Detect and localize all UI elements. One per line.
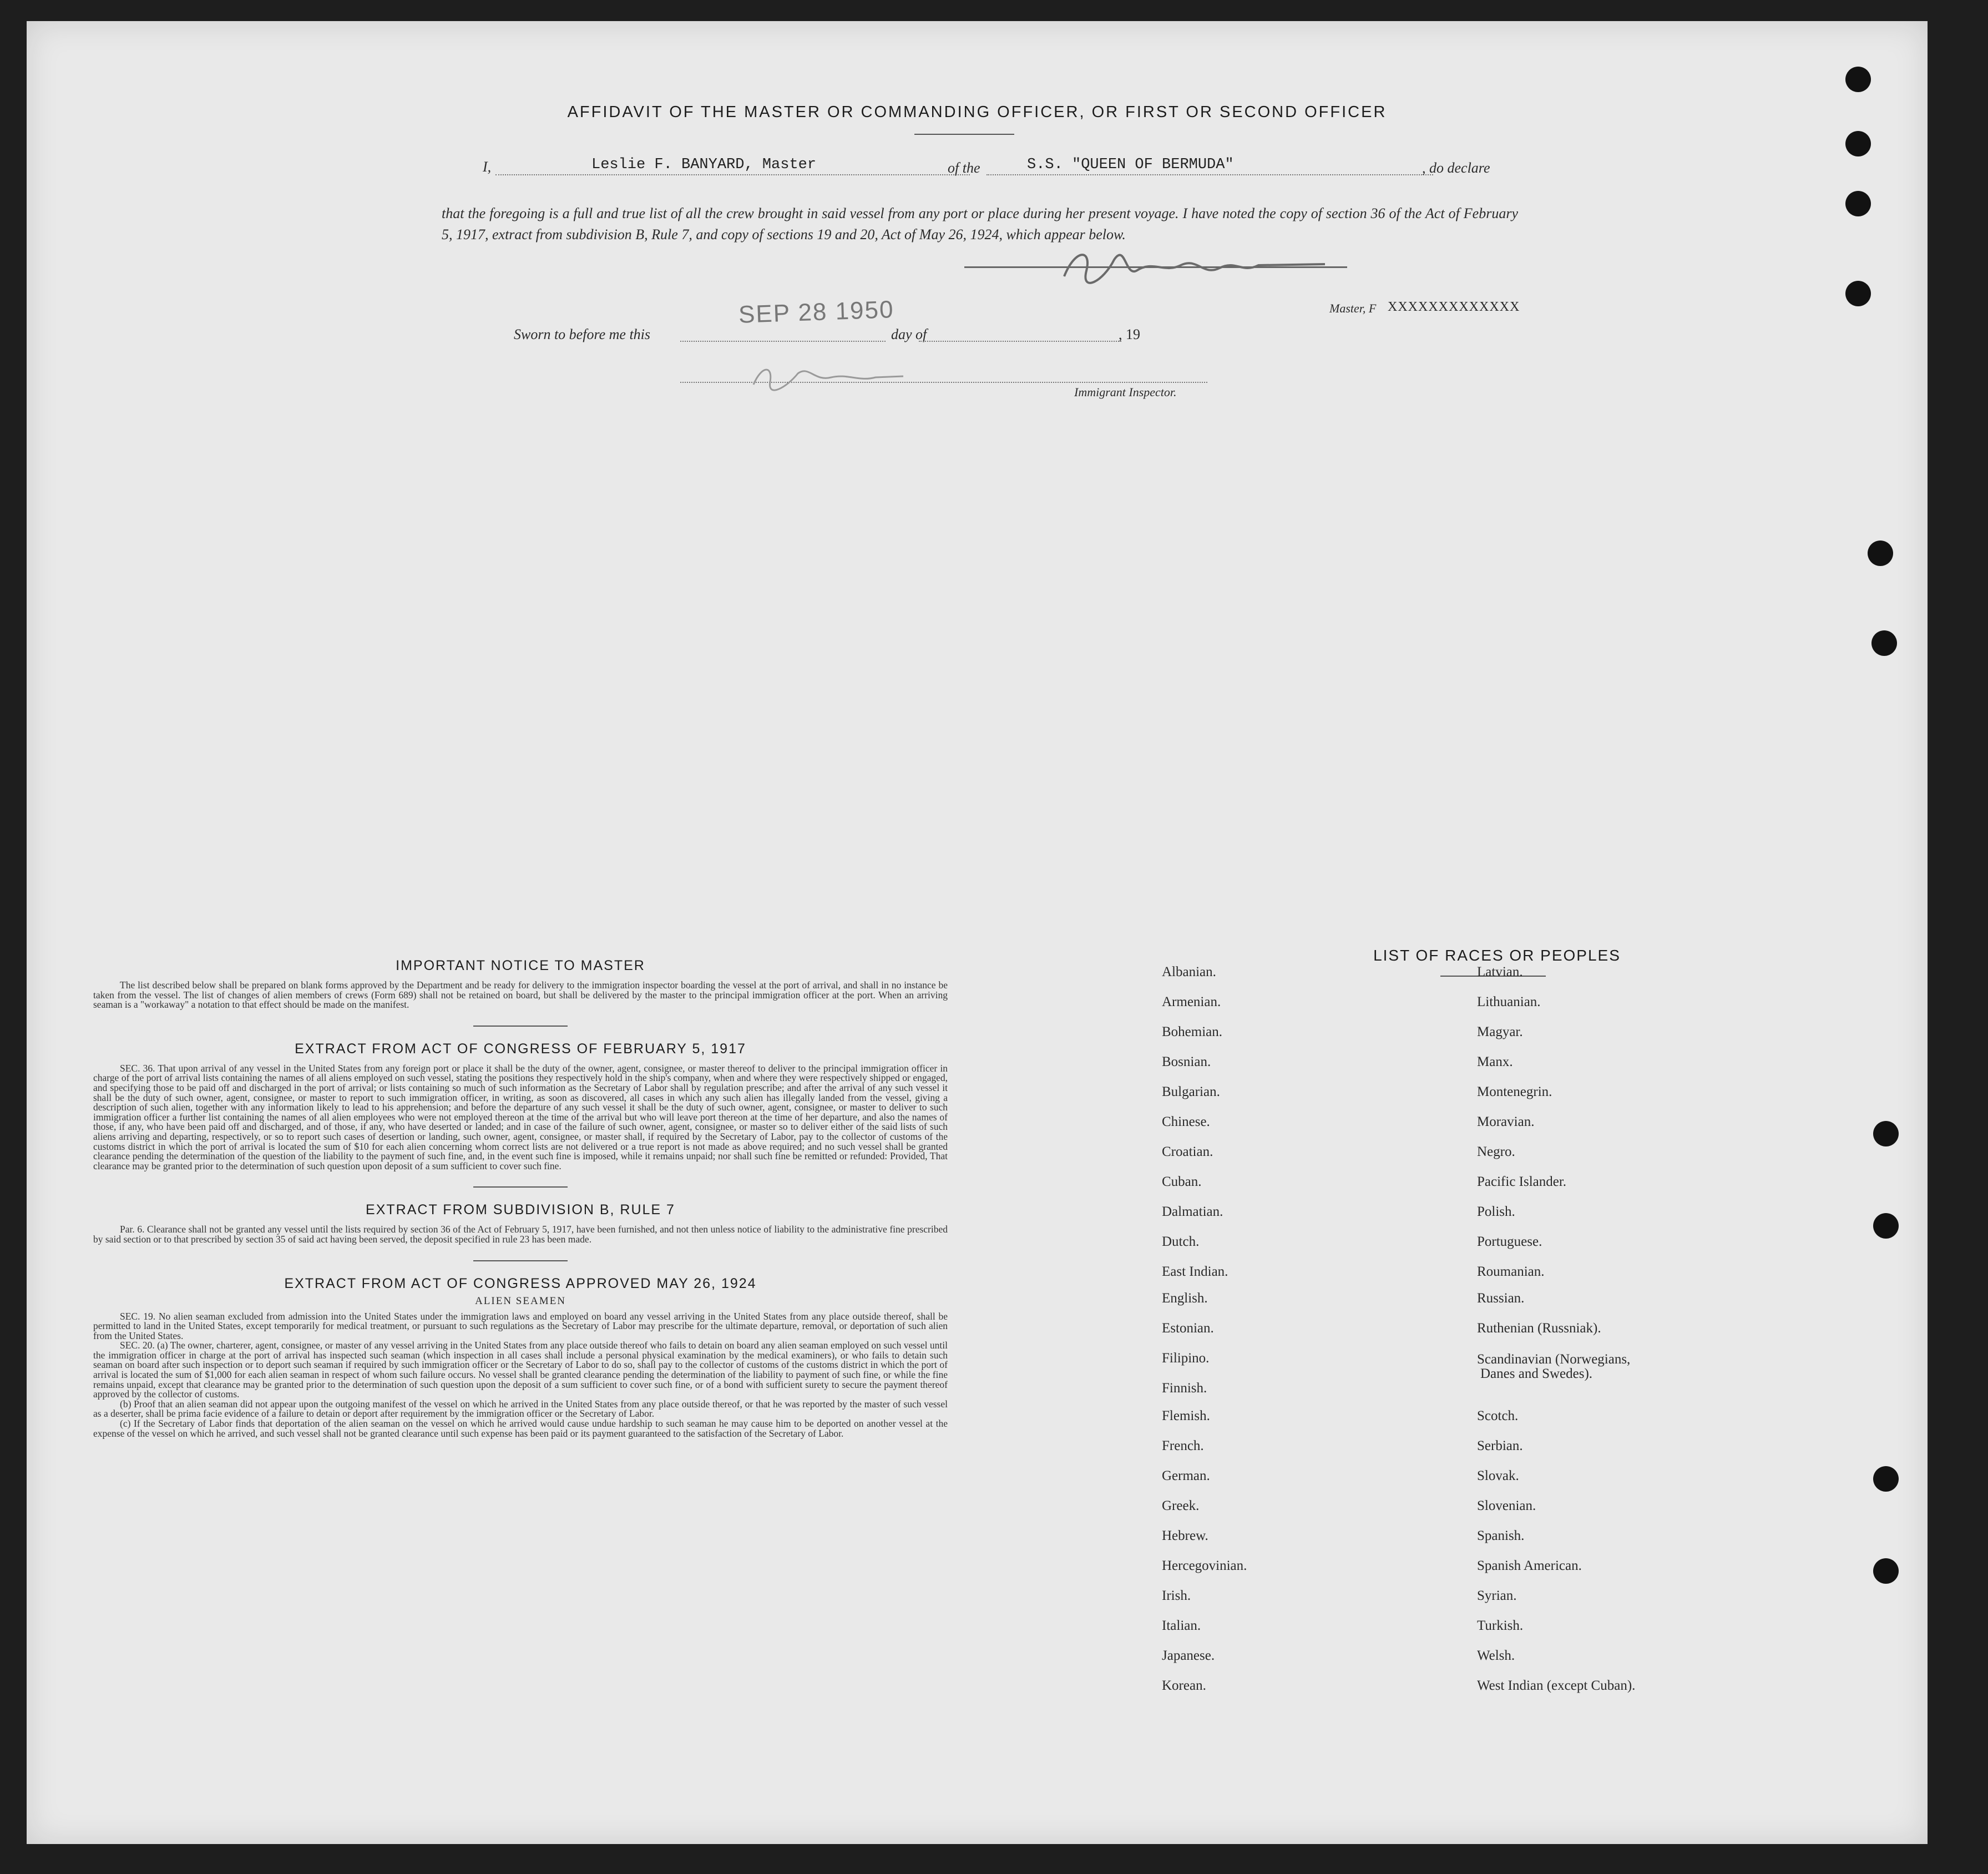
sec-20a-body: SEC. 20. (a) The owner, charterer, agent, consignee, or master of any vessel arriving in the United States from any place outside thereof who fails to detain on board any alien seaman employed on such vessel until the immigration officer in charge at the port of arrival has inspected such seaman (which inspection in all cases shall include a personal physical examination by the medical examiners), or who fails to detain such seaman on board after such inspection or to deport such seaman if required by such immigration officer or the Secretary of Labor to do so, shall pay to the collector of customs of the customs district in which the port of arrival is located the sum of $1,000 for each alien seaman in respect of whom such failure occurs. No vessel shall be granted clearance pending the determination of the liability to payment of such fine, or while the fine remains unpaid, except that clearance may be granted prior to the determination of such question upon the deposit of a sum sufficient to cover such fine, or of a bond with sufficient surety to secure the payment thereof approved by the collector of customs. xyxy=(93,1340,948,1400)
race-item: Pacific Islander. xyxy=(1477,1174,1567,1189)
race-item: Magyar. xyxy=(1477,1024,1523,1039)
race-item: Latvian. xyxy=(1477,964,1523,979)
race-item: Albanian. xyxy=(1162,964,1216,979)
race-item: Cuban. xyxy=(1162,1174,1202,1189)
race-item: Spanish. xyxy=(1477,1528,1525,1543)
master-name-line xyxy=(495,174,970,175)
vessel-name-line xyxy=(987,174,1433,175)
race-item: West Indian (except Cuban). xyxy=(1477,1678,1636,1693)
affidavit-body: that the foregoing is a full and true list of all the crew brought in said vessel from any port or place during her present voyage. I have noted the copy of section 36 of the Act of February 5, 1917, extract from subdivision B, Rule 7, and copy of sections 19 and 20, Act of May 26, 1924, which appear below. xyxy=(442,205,1518,243)
punch-hole xyxy=(1873,1121,1899,1146)
race-item: Flemish. xyxy=(1162,1408,1210,1423)
race-item: Estonian. xyxy=(1162,1321,1214,1336)
date-stamp: SEP 28 1950 xyxy=(738,296,895,329)
race-item: East Indian. xyxy=(1162,1264,1228,1279)
race-item: Negro. xyxy=(1477,1144,1515,1159)
divider xyxy=(473,1026,568,1027)
race-item: Roumanian. xyxy=(1477,1264,1545,1279)
race-item: Bosnian. xyxy=(1162,1054,1211,1069)
race-item: German. xyxy=(1162,1468,1210,1483)
notice-title: IMPORTANT NOTICE TO MASTER xyxy=(396,958,645,973)
affidavit-title: AFFIDAVIT OF THE MASTER OR COMMANDING OFFICER, OR FIRST OR SECOND OFFICER xyxy=(567,103,1387,121)
of-the-label: of the xyxy=(948,160,980,176)
punch-hole xyxy=(1873,1466,1899,1492)
race-item: Dutch. xyxy=(1162,1234,1200,1249)
race-item: Italian. xyxy=(1162,1618,1201,1633)
race-item: Slovak. xyxy=(1477,1468,1519,1483)
race-item: Bulgarian. xyxy=(1162,1084,1220,1099)
rule-7-body: Par. 6. Clearance shall not be granted any vessel until the lists required by section 36 of the Act of February 5, 1917, have been furnished, and not then unless notice of liability to the administrative fine prescribed by said section or to that prescribed by section 35 of said act having been served, the deposit specified in rule 23 has been made. xyxy=(93,1224,948,1245)
divider xyxy=(914,134,1014,135)
race-item: Ruthenian (Russniak). xyxy=(1477,1321,1601,1336)
race-item: Slovenian. xyxy=(1477,1498,1536,1513)
race-item: Hercegovinian. xyxy=(1162,1558,1247,1573)
race-item: Manx. xyxy=(1477,1054,1513,1069)
race-item: Greek. xyxy=(1162,1498,1200,1513)
race-item: Finnish. xyxy=(1162,1381,1207,1396)
affidavit-i-label: I, xyxy=(483,159,492,175)
sworn-date-line xyxy=(680,341,886,342)
punch-hole xyxy=(1845,281,1871,306)
notices-column xyxy=(93,958,948,1438)
race-item: Montenegrin. xyxy=(1477,1084,1552,1099)
punch-hole xyxy=(1873,1558,1899,1584)
vessel-name: S.S. "QUEEN OF BERMUDA" xyxy=(1027,156,1234,173)
race-item: Russian. xyxy=(1477,1291,1525,1306)
race-item: Hebrew. xyxy=(1162,1528,1208,1543)
race-item: Scotch. xyxy=(1477,1408,1519,1423)
race-item: Lithuanian. xyxy=(1477,994,1541,1009)
form-sheet xyxy=(27,21,1928,1844)
inspector-label: Immigrant Inspector. xyxy=(1074,385,1177,399)
day-of-label: day of xyxy=(891,326,927,342)
inspector-signature xyxy=(748,354,914,398)
race-item: Syrian. xyxy=(1477,1588,1517,1603)
race-item: Polish. xyxy=(1477,1204,1515,1219)
do-declare-label: , do declare xyxy=(1422,160,1490,176)
sec-19-body: SEC. 19. No alien seaman excluded from admission into the United States under the immigration laws and employed on board any vessel arriving in the United States from any place outside thereof, shall be permitted to land in the United States, except temporarily for medical treatment, or pursuant to such regulations as the Secretary of Labor may prescribe for the ultimate departure, removal, or deportation of such alien from the United States. xyxy=(93,1310,948,1341)
master-signature xyxy=(1059,243,1336,293)
race-item: Welsh. xyxy=(1477,1648,1515,1663)
race-item: Spanish American. xyxy=(1477,1558,1582,1573)
punch-hole xyxy=(1871,630,1897,656)
master-label: Master, F xyxy=(1329,301,1377,315)
punch-hole xyxy=(1845,191,1871,216)
race-item: English. xyxy=(1162,1291,1208,1306)
race-item: Danes and Swedes). xyxy=(1480,1366,1593,1381)
rule-7-title: EXTRACT FROM SUBDIVISION B, RULE 7 xyxy=(366,1202,675,1218)
race-item: Serbian. xyxy=(1477,1438,1523,1453)
extract-1917-body: SEC. 36. That upon arrival of any vessel in the United States from any foreign port or place it shall be the duty of the owner, agent, consignee, or master thereof to deliver to the principal immigration officer in charge of the port of arrival lists containing the names of all aliens employed on such vessel, stating the positions they respectively hold in the ship's company, when and where they were respectively shipped or engaged, and specifying those to be paid off and discharged in the port of arrival; or lists containing so much of such information as the Secretary of Labor shall by regulation prescribe; and after the arrival of any such vessel it shall be the duty of such owner, agent, consignee, or master to report to such immigration officer, in writing, as soon as discovered, all cases in which any such alien has illegally landed from the vessel, giving a description of such alien, together with any information likely to lead to his apprehension; and before the departure of any such vessel it shall be the duty of such owner, agent, consignee, or master to deliver to such immigration officer a further list containing the names of all alien employees who were not employed thereon at the time of the arrival but who will leave port thereon at the time of her departure, and also the names of those, if any, who have been paid off and discharged, and of those, if any, who have deserted or landed; and in case of the failure of such owner, agent, consignee, or master so to deliver either of the said lists of such aliens arriving and departing, respectively, or so to report such cases of desertion or landing, such owner, agent, consignee, or master shall, if required by the Secretary of Labor, pay to the collector of customs of the customs district in which the port of arrival is located the sum of $10 for each alien concerning whom correct lists are not delivered or a true report is not made as above required; and no such vessel shall be granted clearance pending the determination of the question of the liability to the payment of such fine, and, in the event such fine is imposed, while it remains unpaid; nor shall such fine be remitted or refunded: Provided, That clearance may be granted prior to the determination of such question upon deposit of a sum sufficient to cover such fine. xyxy=(93,1062,948,1171)
race-item: Moravian. xyxy=(1477,1114,1535,1129)
extract-1917-title: EXTRACT FROM ACT OF CONGRESS OF FEBRUARY 5, 1917 xyxy=(295,1040,746,1057)
race-item: Filipino. xyxy=(1162,1351,1210,1366)
race-item: Bohemian. xyxy=(1162,1024,1223,1039)
sworn-label: Sworn to before me this xyxy=(514,326,651,342)
race-item: Korean. xyxy=(1162,1678,1206,1693)
extract-1924-title: EXTRACT FROM ACT OF CONGRESS APPROVED MAY 26, 1924 xyxy=(284,1275,757,1291)
divider xyxy=(473,1260,568,1261)
sec-20c-body: (c) If the Secretary of Labor finds that deportation of the alien seaman on the vessel on which he arrived would cause undue hardship to such seaman he may cause him to be deported on another vessel at the expense of the vessel on which he arrived, and such vessel shall not be granted clearance until such expense has been paid or its payment guaranteed to the satisfaction of the Secretary of Labor. xyxy=(93,1418,948,1439)
race-item: French. xyxy=(1162,1438,1204,1453)
sec-20b-body: (b) Proof that an alien seaman did not appear upon the outgoing manifest of the vessel on which he arrived in the United States from any place outside thereof, or that he was reported by the master of such vessel as a deserter, shall be prima facie evidence of a failure to detain or deport after requirement by the immigration officer or the Secretary of Labor. xyxy=(93,1398,948,1420)
race-item: Armenian. xyxy=(1162,994,1221,1009)
divider xyxy=(473,1186,568,1188)
race-item: Scandinavian (Norwegians, xyxy=(1477,1352,1631,1367)
race-item: Chinese. xyxy=(1162,1114,1210,1129)
race-item: Irish. xyxy=(1162,1588,1191,1603)
punch-hole xyxy=(1845,67,1871,92)
race-item: Turkish. xyxy=(1477,1618,1524,1633)
alien-seamen-subtitle: ALIEN SEAMEN xyxy=(475,1295,566,1307)
year-label: , 19 xyxy=(1119,326,1140,342)
punch-hole xyxy=(1868,541,1893,566)
race-item: Dalmatian. xyxy=(1162,1204,1223,1219)
struck-officer-title: XXXXXXXXXXXXX xyxy=(1388,300,1520,314)
month-line xyxy=(919,341,1121,342)
notice-body: The list described below shall be prepared on blank forms approved by the Department and be ready for delivery to the immigration inspector boarding the vessel at the port of arrival, and shall in no instance be taken from the vessel. The list of changes of alien members of crews (Form 689) shall not be retained on board, but shall be delivered by the master to the principal immigration officer at the port. When an arriving seaman is a "workaway" a notation to that effect should be made on the manifest. xyxy=(93,979,948,1011)
race-item: Japanese. xyxy=(1162,1648,1215,1663)
races-title: LIST OF RACES OR PEOPLES xyxy=(1373,947,1621,964)
punch-hole xyxy=(1845,131,1871,156)
master-name: Leslie F. BANYARD, Master xyxy=(591,156,817,173)
punch-hole xyxy=(1873,1213,1899,1239)
race-item: Croatian. xyxy=(1162,1144,1213,1159)
race-item: Portuguese. xyxy=(1477,1234,1542,1249)
